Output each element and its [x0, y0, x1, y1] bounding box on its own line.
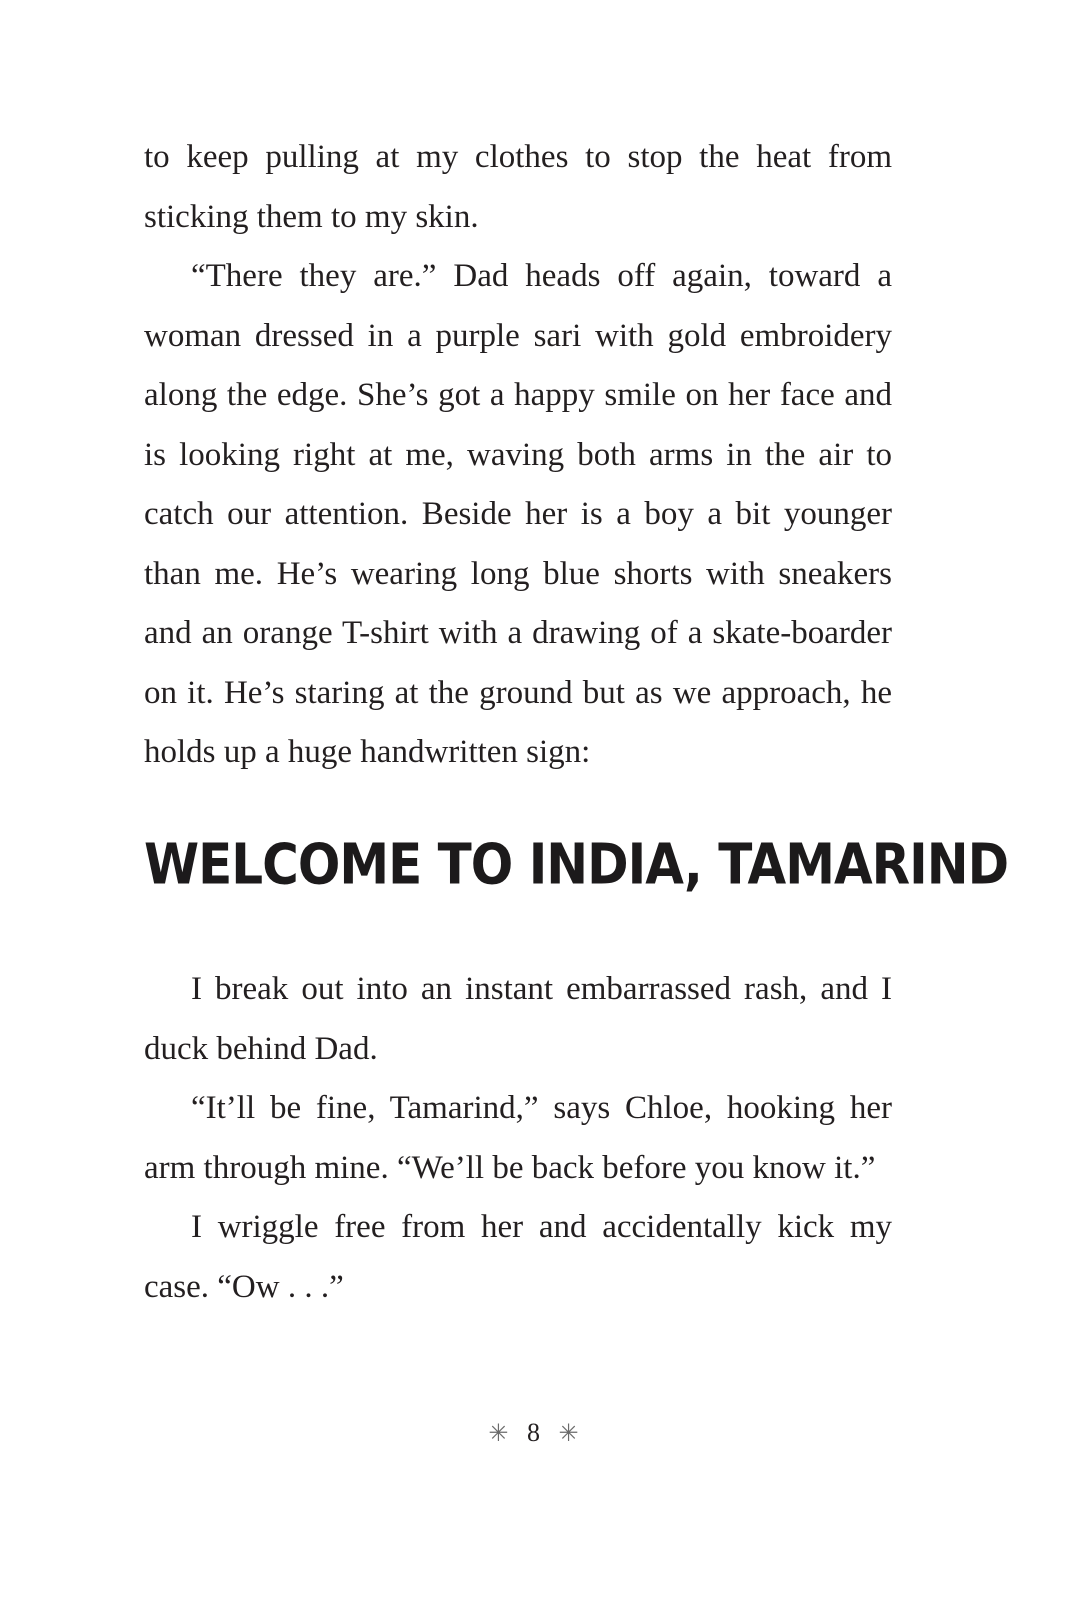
paragraph: “It’ll be fine, Tamarind,” says Chloe, hooking her arm through mine. “We’ll be back before you know it.” [144, 1090, 892, 1186]
asterisk-ornament-icon: ✳ [558, 1421, 579, 1447]
paragraph: I wriggle free from her and accidentally kick my case. “Ow . . .” [144, 1209, 892, 1305]
paragraph-continuation: to keep pulling at my clothes to stop the heat from sticking them to my skin. [144, 139, 892, 235]
body-text-top [144, 128, 892, 783]
paragraph: “There they are.” Dad heads off again, toward a woman dressed in a purple sari with gold embroidery along the edge. She’s got a happy smile on her face and is looking right at me, waving both arms in the air to catch our attention. Beside her is a boy a bit younger than me. He’s wearing long blue shorts with sneakers and an orange T-shirt with a drawing of a skate-boarder on it. He’s staring at the ground but as we approach, he holds up a huge handwritten sign: [144, 258, 892, 770]
body-text-bottom [144, 960, 892, 1317]
page-footer [0, 1418, 1067, 1448]
handwritten-sign-text: WELCOME TO INDIA, TAMARIND [144, 832, 1009, 897]
asterisk-ornament-icon: ✳ [488, 1421, 509, 1447]
page-number: 8 [527, 1418, 540, 1447]
paragraph: I break out into an instant embarrassed rash, and I duck behind Dad. [144, 971, 892, 1067]
